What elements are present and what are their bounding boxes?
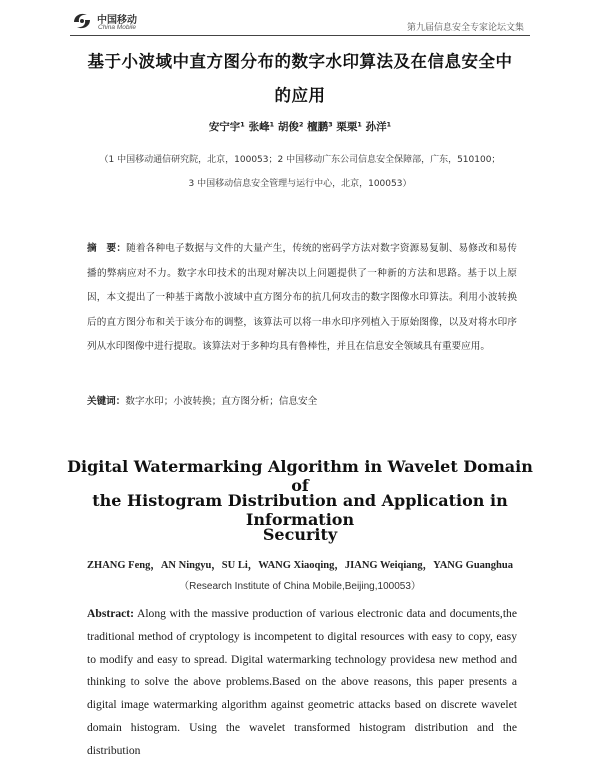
- running-header-title: 第九届信息安全专家论坛文集: [406, 23, 524, 33]
- title-en-line-2: the Histogram Distribution and Application in Information: [92, 491, 508, 529]
- abstract-cn-label: 摘 要：: [87, 243, 127, 254]
- abstract-cn-text: 随着各种电子数据与文件的大量产生，传统的密码学方法对数字资源易复制、易修改和易传播的弊病应对不力。数字水印技术的出现对解决以上问题提供了一种新的方法和思路。基于以上原因，本文提出了一种基于离散小波域中直方图分布的抗几何攻击的数字图像水印算法。利用小波转换后的直方图分布和关于该分布的调整，该算法可以将一串水印序列植入于原始图像，以及对将水印序列从水印图像中进行提取。该算法对于多种均具有鲁棒性，并且在信息安全领域具有重要应用。: [87, 243, 518, 352]
- title-cn-line-1: 基于小波域中直方图分布的数字水印算法及在信息安全中: [87, 52, 513, 71]
- abstract-en-text: Along with the massive production of various electronic data and documents,the traditional method of cryptology is incompetent to digital resources with easy to copy, easy to modify and easy to spread. Digital watermarking technology providesa new method and thinking to solve the above problems.Based on the above reasons, this paper presents a digital image watermarking algorithm against geometric attacks based on discrete wavelet domain histogram. Using the wavelet transformed histogram distribution and the distribution: [87, 607, 517, 757]
- authors-cn: 安宁宇¹ 张峰¹ 胡俊² 檀鹏³ 栗栗¹ 孙洋¹: [208, 121, 392, 133]
- keywords-cn-text: 数字水印；小波转换；直方图分析；信息安全: [125, 396, 318, 407]
- china-mobile-logo: [70, 9, 170, 35]
- authors-en: ZHANG Feng，AN Ningyu，SU Li，WANG Xiaoqing，JIANG Weiqiang，YANG Guanghua: [87, 560, 513, 571]
- affiliation-en: （Research Institute of China Mobile,Beijing,100053）: [179, 581, 421, 592]
- logo-english-text: China Mobile: [98, 24, 136, 31]
- abstract-en: [87, 603, 517, 763]
- logo-chinese-text: 中国移动: [97, 15, 137, 26]
- abstract-en-label: Abstract:: [87, 607, 135, 620]
- page-header: [0, 0, 600, 40]
- header-rule: [70, 35, 530, 36]
- abstract-cn: [87, 237, 517, 360]
- keywords-cn-label: 关键词：: [87, 396, 126, 407]
- title-en-line-3: Security: [262, 525, 338, 544]
- affiliation-cn-line-2: 3 中国移动信息安全管理与运行中心，北京，100053）: [188, 179, 412, 189]
- title-en-line-1: Digital Watermarking Algorithm in Wavelet Domain of: [67, 457, 533, 495]
- affiliation-cn-line-1: （1 中国移动通信研究院，北京，100053；2 中国移动广东公司信息安全保障部，广东，510100；: [99, 155, 501, 165]
- keywords-cn: [87, 393, 517, 407]
- title-cn-line-2: 的应用: [274, 86, 326, 105]
- china-mobile-logo-icon: [70, 9, 94, 33]
